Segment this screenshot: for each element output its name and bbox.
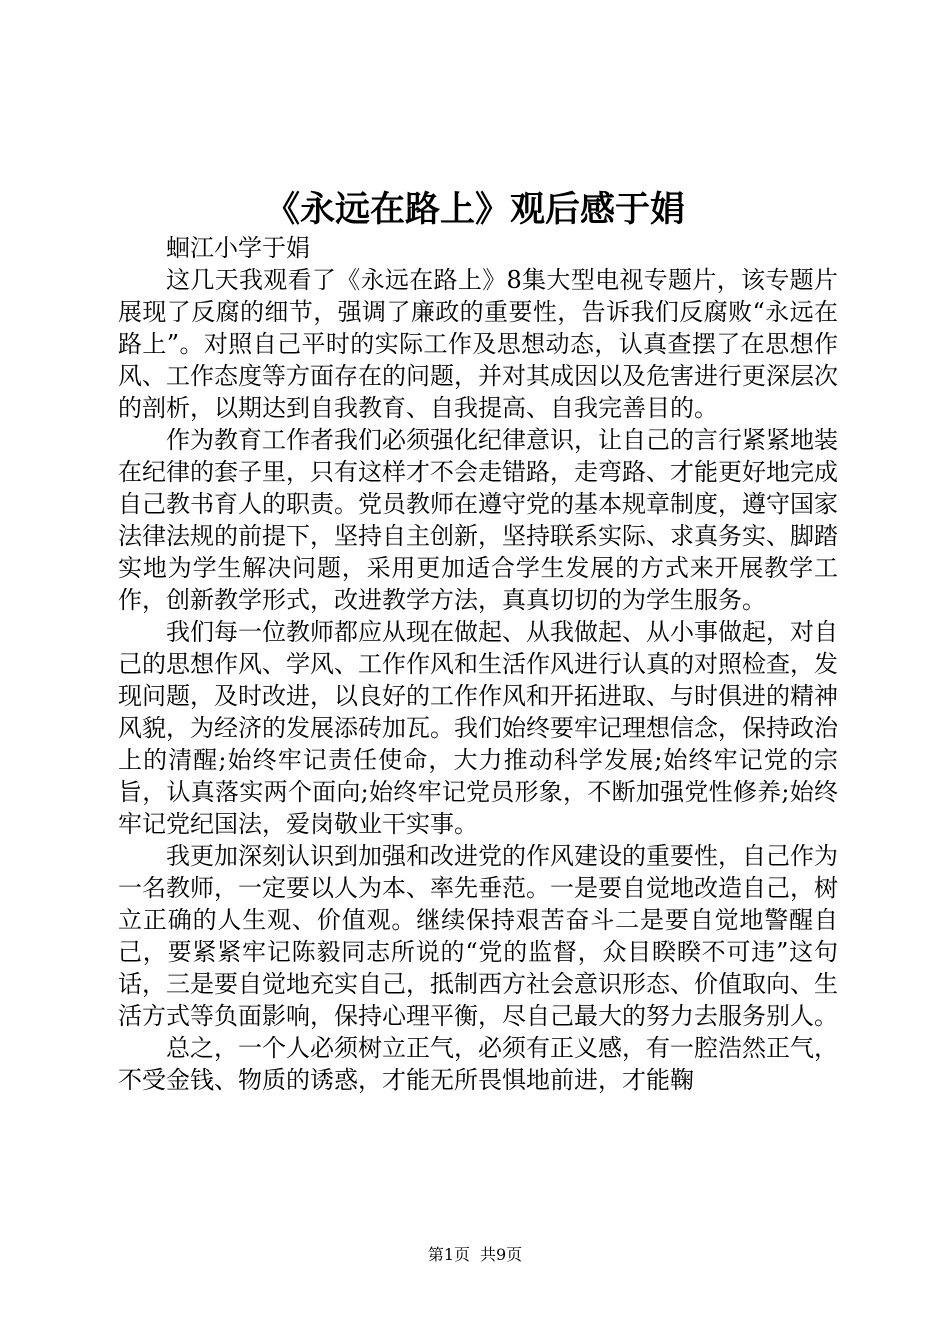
page-number-total: 共9页 bbox=[480, 1245, 523, 1264]
page-number-current: 第1页 bbox=[427, 1245, 470, 1264]
paragraph-5: 总之，一个人必须树立正气，必须有正义感，有一腔浩然正气，不受金钱、物质的诱惑，才能无所畏惧地前进，才能鞠 bbox=[118, 1034, 838, 1094]
paragraph-1: 这几天我观看了《永远在路上》8集大型电视专题片，该专题片展现了反腐的细节，强调了廉政的重要性，告诉我们反腐败“永远在路上”。对照自己平时的实际工作及思想动态，认真查摆了在思想作风、工作态度等方面存在的问题，并对其成因以及危害进行更深层次的剖析，以期达到自我教育、自我提高、自我完善目的。 bbox=[118, 266, 838, 422]
paragraph-3: 我们每一位教师都应从现在做起、从我做起、从小事做起，对自己的思想作风、学风、工作作风和生活作风进行认真的对照检查，发现问题，及时改进，以良好的工作作风和开拓进取、与时俱进的精神风貌，为经济的发展添砖加瓦。我们始终要牢记理想信念，保持政治上的清醒;始终牢记责任使命，大力推动科学发展;始终牢记党的宗旨，认真落实两个面向;始终牢记党员形象，不断加强党性修养;始终牢记党纪国法，爱岗敬业干实事。 bbox=[118, 618, 838, 838]
paragraph-4: 我更加深刻认识到加强和改进党的作风建设的重要性，自己作为一名教师，一定要以人为本、率先垂范。一是要自觉地改造自己，树立正确的人生观、价值观。继续保持艰苦奋斗二是要自觉地警醒自己，要紧紧牢记陈毅同志所说的“党的监督，众目睽睽不可违”这句话，三是要自觉地充实自己，抵制西方社会意识形态、价值取向、生活方式等负面影响，保持心理平衡，尽自己最大的努力去服务别人。 bbox=[118, 842, 838, 1030]
document-body bbox=[118, 232, 838, 1096]
paragraph-2: 作为教育工作者我们必须强化纪律意识，让自己的言行紧紧地装在纪律的套子里，只有这样才不会走错路，走弯路、才能更好地完成自己教书育人的职责。党员教师在遵守党的基本规章制度，遵守国家法律法规的前提下，坚持自主创新，坚持联系实际、求真务实、脚踏实地为学生解决问题，采用更加适合学生发展的方式来开展教学工作，创新教学形式，改进教学方法，真真切切的为学生服务。 bbox=[118, 426, 838, 614]
author-line: 蛔江小学于娟 bbox=[166, 234, 310, 262]
page-footer bbox=[0, 1244, 950, 1266]
document-title: 《永远在路上》观后感于娟 bbox=[264, 190, 685, 230]
